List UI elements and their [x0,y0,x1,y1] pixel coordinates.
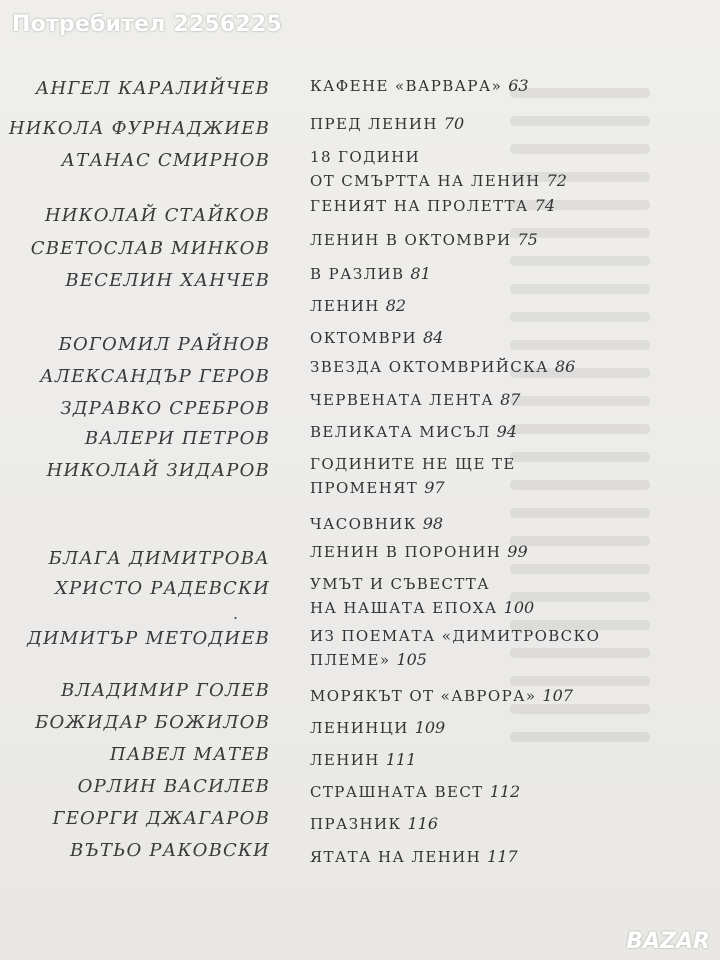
toc-title-line [310,596,534,620]
toc-title-line [310,420,517,444]
toc-author: НИКОЛАЙ СТАЙКОВ [44,205,270,226]
toc-title-line [310,169,567,193]
toc-author: ХРИСТО РАДЕВСКИ [54,578,270,599]
toc-title-text: ЛЕНИНЦИ [310,719,409,737]
toc-title-line [310,540,528,564]
toc-title-line [310,112,464,136]
toc-title [310,748,416,772]
toc-page-number: 117 [487,847,518,866]
toc-title-text: НА НАШАТА ЕПОХА [310,599,498,617]
toc-title-text: ПРЕД ЛЕНИН [310,115,438,133]
toc-title-line [310,845,518,869]
toc-page-number: 72 [546,171,567,190]
toc-title-text: КАФЕНЕ «ВАРВАРА» [310,77,503,95]
toc-title-line [310,388,520,412]
toc-title [310,74,529,98]
toc-page-number: 98 [422,514,444,533]
toc-title [310,145,567,193]
toc-title [310,716,445,740]
toc-title-text: УМЪТ И СЪВЕСТТА [310,575,490,593]
toc-title-line [310,780,520,804]
toc-title-text: ПЛЕМЕ» [310,651,391,669]
toc-title-text: СТРАШНАТА ВЕСТ [310,783,484,801]
toc-title-text: ОТ СМЪРТТА НА ЛЕНИН [310,172,541,190]
toc-title-text: ВЕЛИКАТА МИСЪЛ [310,423,491,441]
toc-title-text: ОКТОМВРИ [310,329,417,347]
toc-title-text: ЛЕНИН В ПОРОНИН [310,543,502,561]
toc-title [310,194,555,218]
toc-page-number: 112 [489,782,521,801]
toc-title [310,572,534,620]
toc-author: АЛЕКСАНДЪР ГЕРОВ [40,366,270,387]
toc-page-number: 116 [407,814,438,833]
toc-author: ВАЛЕРИ ПЕТРОВ [84,428,270,449]
toc-title-text: ИЗ ПОЕМАТА «ДИМИТРОВСКО [310,627,601,645]
toc-title-text: ГОДИНИТЕ НЕ ЩЕ ТЕ [310,455,516,473]
toc-title-text: ПРАЗНИК [310,815,402,833]
toc-page-number: 86 [554,357,576,376]
toc-title-text: ЛЕНИН В ОКТОМВРИ [310,231,512,249]
toc-author: БОЖИДАР БОЖИЛОВ [35,712,270,733]
toc-title-line [310,648,600,672]
toc-title-line [310,145,567,169]
toc-title [310,294,406,318]
toc-title [310,420,517,444]
toc-page-number: 81 [410,264,431,283]
toc-page-number: 70 [443,114,465,133]
toc-page-number: 94 [496,422,517,441]
toc-title-line [310,262,431,286]
toc-title-line [310,355,575,379]
toc-title-line [310,812,438,836]
toc-author: ВЛАДИМИР ГОЛЕВ [60,680,270,701]
toc-page-number: 109 [414,718,446,737]
toc-title [310,624,600,672]
toc-title-text: ПРОМЕНЯТ [310,479,419,497]
toc-title-text: ЧЕРВЕНАТА ЛЕНТА [310,391,495,409]
toc-title [310,388,520,412]
toc-title-line [310,624,600,648]
toc-title-line [310,228,538,252]
toc-title-text: В РАЗЛИВ [310,265,405,283]
toc-author: ВЪТЬО РАКОВСКИ [70,840,270,861]
toc-author: ОРЛИН ВАСИЛЕВ [77,776,270,797]
toc-title [310,452,516,500]
toc-author: СВЕТОСЛАВ МИНКОВ [30,238,270,259]
toc-page-number: 63 [508,76,529,95]
toc-page-number: 87 [500,390,521,409]
toc-title [310,355,575,379]
toc-author: ВЕСЕЛИН ХАНЧЕВ [65,270,270,291]
toc-author: НИКОЛАЙ ЗИДАРОВ [46,460,270,481]
toc-author: АНГЕЛ КАРАЛИЙЧЕВ [35,78,270,99]
toc-page-number: 97 [424,478,445,497]
toc-page-number: 75 [517,230,538,249]
toc-title-text: МОРЯКЪТ ОТ «АВРОРА» [310,687,537,705]
toc-title-text: ЗВЕЗДА ОКТОМВРИЙСКА [310,358,549,376]
toc-author: НИКОЛА ФУРНАДЖИЕВ [8,118,270,139]
toc-title-line [310,326,443,350]
toc-title-line [310,684,573,708]
toc-title-line [310,748,416,772]
site-logo: BAZAR [626,929,710,954]
toc-title-text: ЛЕНИН [310,751,380,769]
toc-title [310,262,431,286]
toc-author: БЛАГА ДИМИТРОВА [48,548,270,569]
toc-title-text: ГЕНИЯТ НА ПРОЛЕТТА [310,197,529,215]
toc-page-number: 111 [385,750,417,769]
stray-dot: . [233,604,239,623]
toc-title [310,512,443,536]
toc-title [310,812,438,836]
toc-title-line [310,572,534,596]
toc-title-text: ЛЕНИН [310,297,380,315]
toc-author: БОГОМИЛ РАЙНОВ [58,334,270,355]
toc-page-number: 82 [385,296,407,315]
toc-title-line [310,294,406,318]
toc-title-line [310,476,516,500]
toc-title [310,780,520,804]
toc-title [310,540,528,564]
toc-title-text: 18 ГОДИНИ [310,148,421,166]
toc-author: ПАВЕЛ МАТЕВ [109,744,270,765]
toc-author: АТАНАС СМИРНОВ [61,150,270,171]
toc-title-line [310,194,555,218]
toc-page-number: 100 [503,598,535,617]
toc-page-number: 84 [422,328,444,347]
toc-author: ЗДРАВКО СРЕБРОВ [60,398,270,419]
toc-title-text: ЧАСОВНИК [310,515,417,533]
toc-title [310,684,573,708]
toc-page-number: 107 [542,686,573,705]
toc-page-number: 99 [507,542,528,561]
toc-author: ГЕОРГИ ДЖАГАРОВ [52,808,270,829]
toc-title-line [310,74,529,98]
toc-page-number: 105 [396,650,427,669]
toc-title-line [310,512,443,536]
user-watermark: Потребител 2256225 [12,12,282,37]
toc-title-text: ЯТАТА НА ЛЕНИН [310,848,482,866]
toc-page-number: 74 [534,196,556,215]
toc-title [310,228,538,252]
toc-title [310,112,464,136]
toc-title [310,326,443,350]
toc-title [310,845,518,869]
toc-title-line [310,452,516,476]
toc-title-line [310,716,445,740]
toc-author: ДИМИТЪР МЕТОДИЕВ [27,628,270,649]
